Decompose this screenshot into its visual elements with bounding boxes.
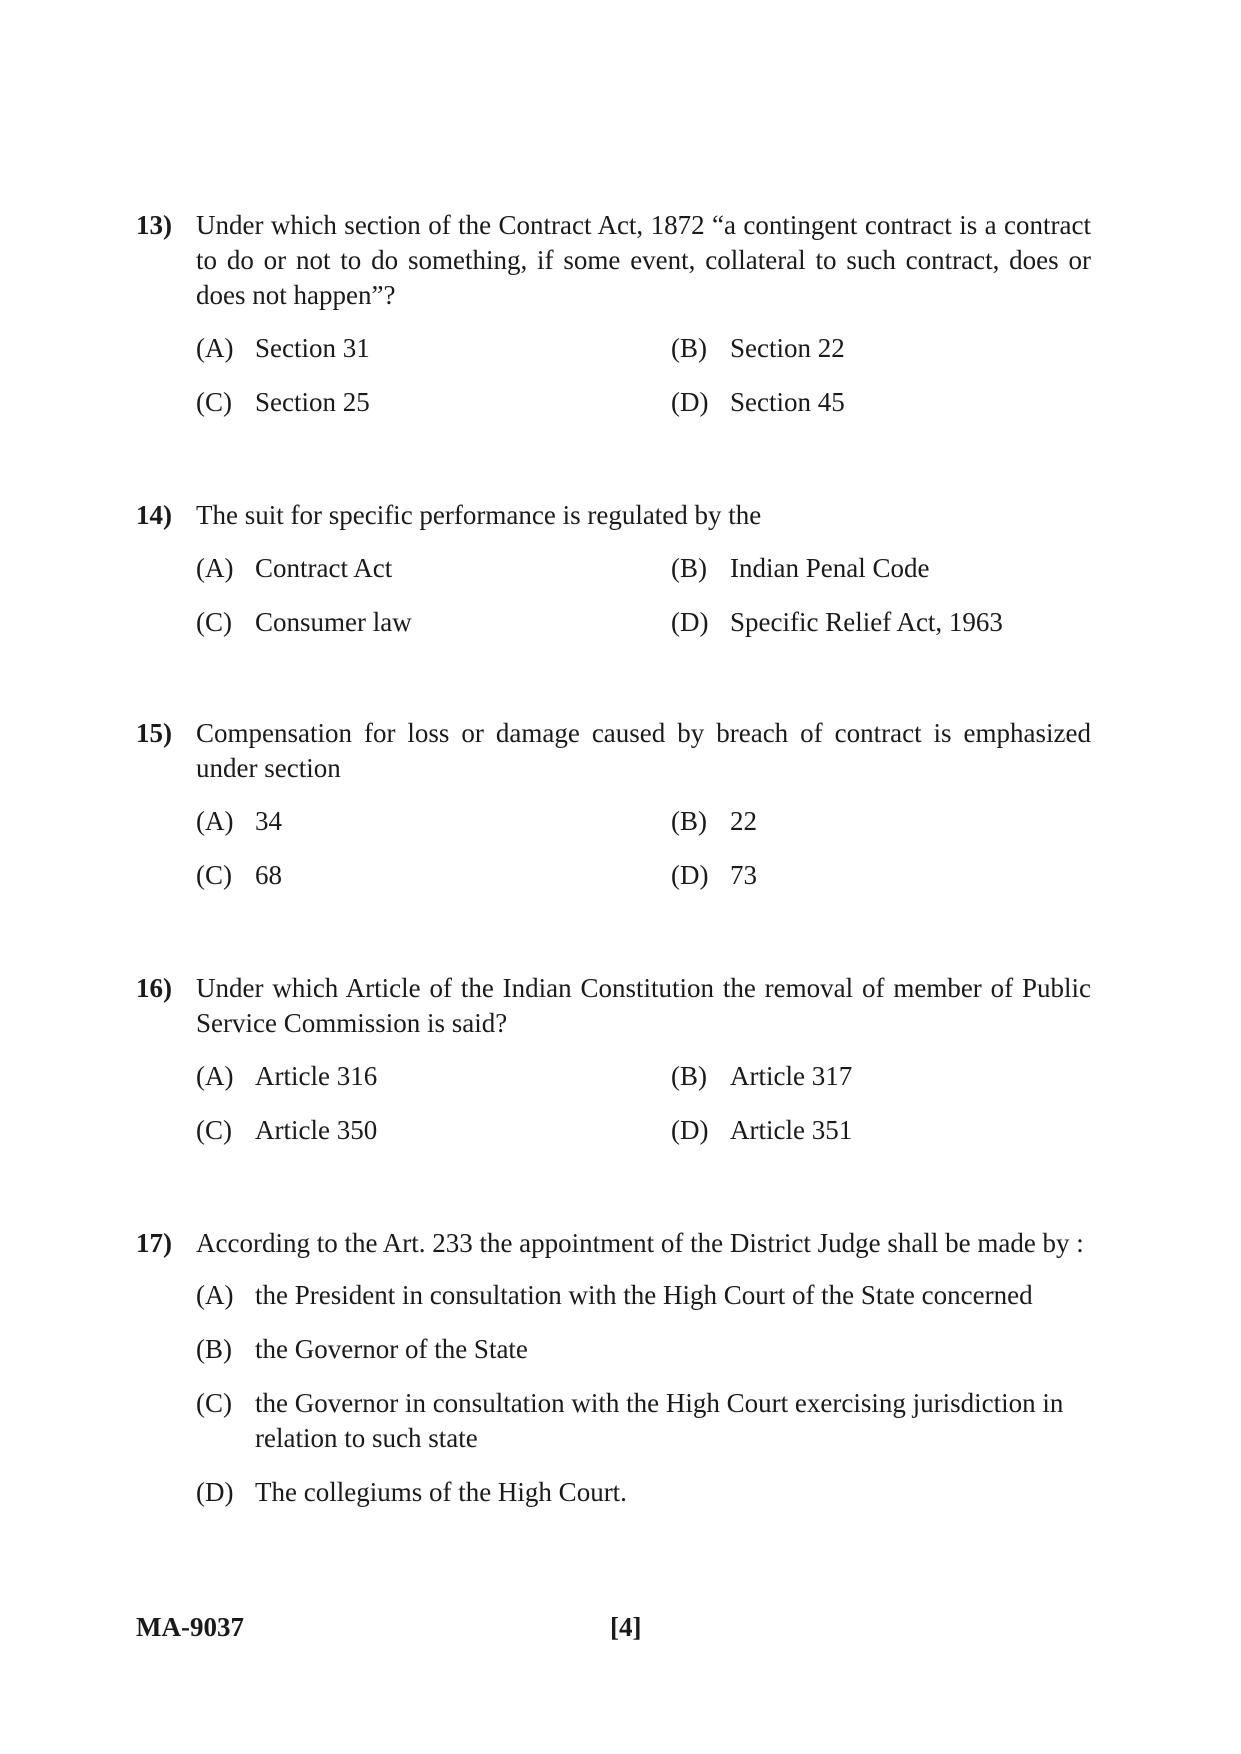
option-label: (B)	[671, 806, 707, 836]
option-label: (B)	[671, 333, 707, 363]
option-b	[671, 1059, 1091, 1094]
option-text: 68	[255, 860, 282, 890]
option-text: Article 351	[730, 1115, 853, 1145]
option-text: Consumer law	[255, 607, 412, 637]
option-label: (A)	[196, 806, 234, 836]
option-label: (D)	[671, 607, 709, 637]
option-text: 34	[255, 806, 282, 836]
option-text: the Governor of the State	[255, 1334, 528, 1364]
question-14	[136, 498, 1091, 640]
option-label: (C)	[196, 607, 232, 637]
option-c	[196, 1386, 1091, 1456]
question-text: Under which Article of the Indian Constitution the removal of member of Public Service Commission is said?	[196, 973, 1091, 1038]
option-label: (B)	[671, 1061, 707, 1091]
option-b	[671, 331, 1091, 366]
question-text: The suit for specific performance is regulated by the	[196, 500, 762, 530]
options-grid	[196, 804, 1091, 893]
option-d	[671, 858, 1091, 893]
option-b	[671, 804, 1091, 839]
question-13	[136, 208, 1091, 420]
option-text: Section 22	[730, 333, 845, 363]
option-text: Article 316	[255, 1061, 378, 1091]
option-b	[196, 1332, 1091, 1367]
question-16	[136, 971, 1091, 1148]
question-number: 13)	[136, 210, 172, 240]
option-d	[671, 1113, 1091, 1148]
option-c	[196, 1113, 671, 1148]
option-c	[196, 385, 671, 420]
question-number: 14)	[136, 500, 172, 530]
option-label: (C)	[196, 387, 232, 417]
option-label: (D)	[671, 387, 709, 417]
option-a	[196, 1059, 671, 1094]
question-number: 16)	[136, 973, 172, 1003]
option-text: Section 45	[730, 387, 845, 417]
options-grid	[196, 331, 1091, 420]
option-label: (A)	[196, 333, 234, 363]
question-text: Compensation for loss or damage caused by breach of contract is emphasized under section	[196, 718, 1091, 783]
option-a	[196, 551, 671, 586]
option-a	[196, 1278, 1091, 1313]
question-text: Under which section of the Contract Act, 1872 “a contingent contract is a contract to do or not to do something, if some event, collateral to such contract, does or does not happen”?	[196, 210, 1091, 310]
option-d	[196, 1475, 1091, 1510]
question-text: According to the Art. 233 the appointment of the District Judge shall be made by :	[196, 1228, 1084, 1258]
question-number: 17)	[136, 1228, 172, 1258]
option-label: (A)	[196, 1061, 234, 1091]
option-d	[671, 605, 1091, 640]
option-c	[196, 605, 671, 640]
question-15	[136, 716, 1091, 893]
question-number: 15)	[136, 718, 172, 748]
paper-code: MA-9037	[136, 1612, 244, 1642]
option-label: (A)	[196, 553, 234, 583]
option-text: the President in consultation with the High Court of the State concerned	[255, 1280, 1033, 1310]
option-text: Article 317	[730, 1061, 853, 1091]
option-label: (D)	[671, 860, 709, 890]
option-label: (B)	[671, 553, 707, 583]
option-text: 22	[730, 806, 757, 836]
option-label: (D)	[671, 1115, 709, 1145]
page-number: [4]	[610, 1612, 642, 1642]
option-label: (C)	[196, 1115, 232, 1145]
option-text: the Governor in consultation with the High Court exercising jurisdiction in relation to such state	[255, 1388, 1064, 1453]
option-label: (C)	[196, 860, 232, 890]
option-text: Contract Act	[255, 553, 393, 583]
options-list	[196, 1278, 1091, 1510]
option-text: The collegiums of the High Court.	[255, 1477, 627, 1507]
options-grid	[196, 551, 1091, 640]
option-text: Section 31	[255, 333, 370, 363]
option-label: (B)	[196, 1334, 232, 1364]
option-label: (C)	[196, 1388, 232, 1418]
options-grid	[196, 1059, 1091, 1148]
question-17	[136, 1226, 1091, 1529]
option-label: (D)	[196, 1477, 234, 1507]
option-text: Article 350	[255, 1115, 378, 1145]
option-c	[196, 858, 671, 893]
option-text: 73	[730, 860, 757, 890]
option-text: Indian Penal Code	[730, 553, 930, 583]
option-label: (A)	[196, 1280, 234, 1310]
option-text: Specific Relief Act, 1963	[730, 607, 1003, 637]
option-a	[196, 331, 671, 366]
option-text: Section 25	[255, 387, 370, 417]
option-d	[671, 385, 1091, 420]
option-a	[196, 804, 671, 839]
option-b	[671, 551, 1091, 586]
